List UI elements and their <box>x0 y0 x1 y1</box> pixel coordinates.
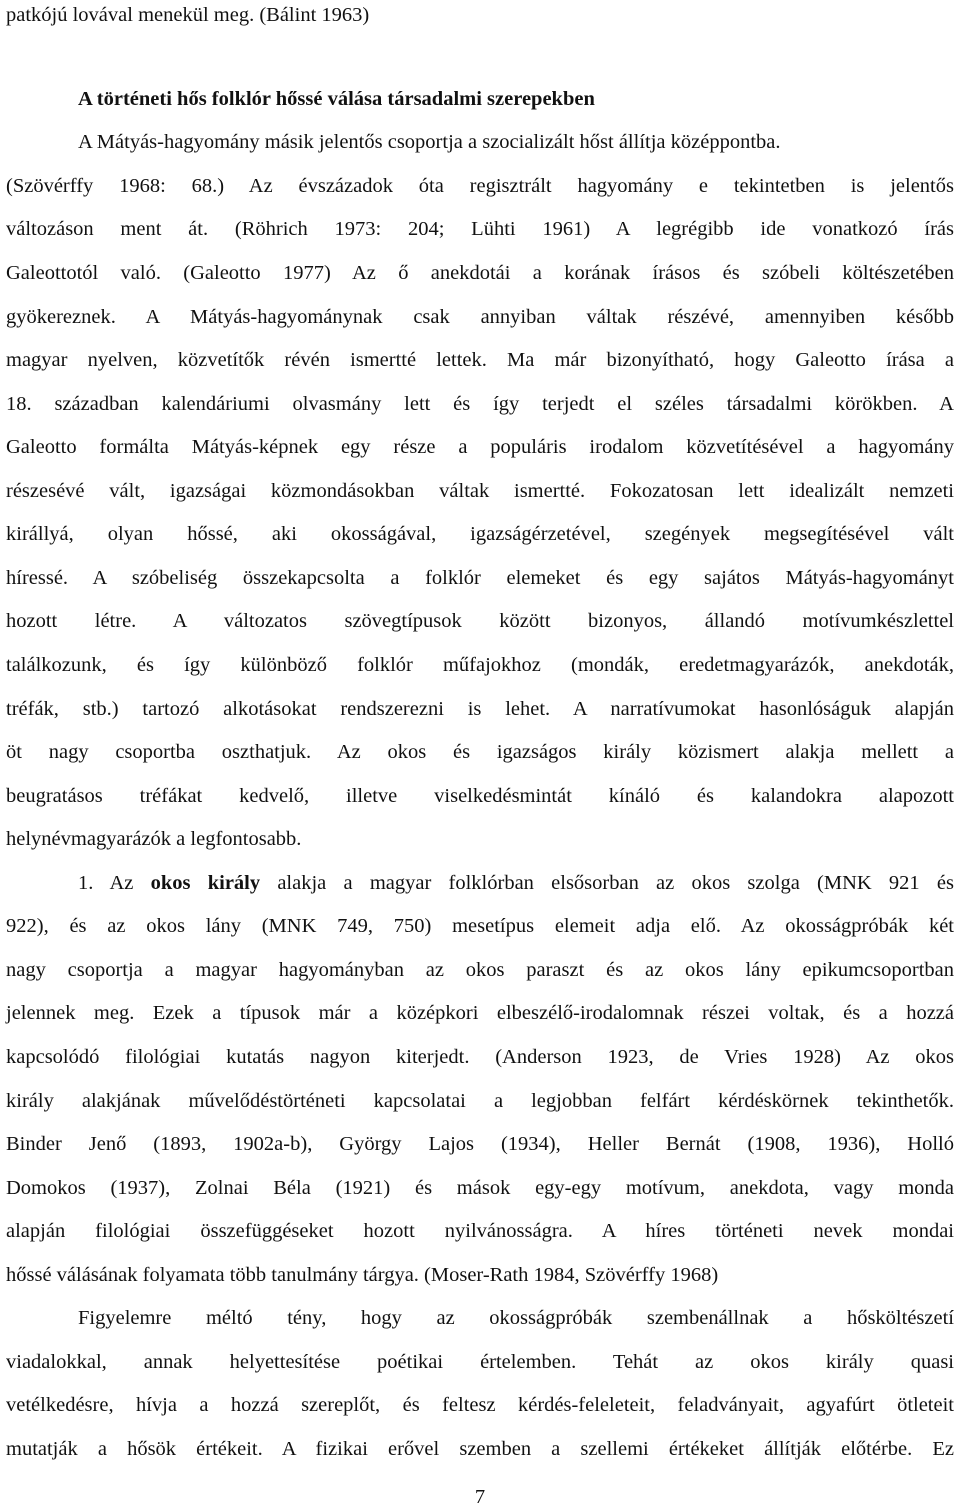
text-line: kapcsolódó filológiai kutatás nagyon kiterjedt. (Anderson 1923, de Vries 1928) Az okos <box>6 1046 954 1068</box>
text-line: Domokos (1937), Zolnai Béla (1921) és mások egy-egy motívum, anekdota, vagy monda <box>6 1177 954 1199</box>
text-line: királlyá, olyan hőssé, aki okosságával, igazságérzetével, szegények megsegítésével vált <box>6 523 954 545</box>
text-line: gyökereznek. A Mátyás-hagyománynak csak annyiban váltak részévé, amennyiben később <box>6 306 954 328</box>
text-line: Figyelemre méltó tény, hogy az okosságpróbák szembenállnak a hősköltészetí <box>78 1307 954 1329</box>
text-line: öt nagy csoportba oszthatjuk. Az okos és igazságos király közismert alakja mellett a <box>6 741 954 763</box>
text-line: viadalokkal, annak helyettesítése poétikai értelemben. Tehát az okos király quasi <box>6 1351 954 1373</box>
text-line: patkójú lovával menekül meg. (Bálint 1963) <box>6 4 370 26</box>
text-line: részesévé vált, igazságai közmondásokban váltak ismertté. Fokozatosan lett idealizált nemzeti <box>6 480 954 502</box>
text-line: jelennek meg. Ezek a típusok már a középkori elbeszélő-irodalomnak részei voltak, és a hozzá <box>6 1002 954 1024</box>
text-line: tréfák, stb.) tartozó alkotásokat rendszerezni is lehet. A narratívumokat hasonlóságuk alapján <box>6 698 954 720</box>
text-line: Galeottotól való. (Galeotto 1977) Az ő anekdotái a korának írásos és szóbeli költészetében <box>6 262 954 284</box>
text-line: 18. században kalendáriumi olvasmány lett és így terjedt el széles társadalmi körökben. A <box>6 393 954 415</box>
text-line: hőssé válásának folyamata több tanulmány tárgya. (Moser-Rath 1984, Szövérffy 1968) <box>6 1264 719 1286</box>
text-line: beugratásos tréfákat kedvelő, illetve viselkedésmintát kínáló és kalandokra alapozott <box>6 785 954 807</box>
text-line: Binder Jenő (1893, 1902a-b), György Lajos (1934), Heller Bernát (1908, 1936), Holló <box>6 1133 954 1155</box>
section-heading: A történeti hős folklór hőssé válása társadalmi szerepekben <box>78 88 595 110</box>
list-item-1 <box>78 868 954 898</box>
text-line: vetélkedésre, hívja a hozzá szereplőt, és feltesz kérdés-feleleteit, feladványait, agyafúrt ötleteit <box>6 1394 954 1416</box>
text-line: 922), és az okos lány (MNK 749, 750) mesetípus elemeit adja elő. Az okosságpróbák két <box>6 915 954 937</box>
text-line: (Szövérffy 1968: 68.) Az évszázadok óta regisztrált hagyomány e tekintetben is jelentős <box>6 175 954 197</box>
text-line: híressé. A szóbeliség összekapcsolta a folklór elemeket és egy sajátos Mátyás-hagyományt <box>6 567 954 589</box>
list-item-text: alakja a magyar folklórban elsősorban az okos szolga (MNK 921 és <box>260 872 954 894</box>
text-line: király alakjának művelődéstörténeti kapcsolatai a legjobban felfárt kérdéskörnek tekinthetők. <box>6 1090 954 1112</box>
text-line: hozott létre. A változatos szövegtípusok között bizonyos, állandó motívumkészlettel <box>6 610 954 632</box>
text-line: Galeotto formálta Mátyás-képnek egy része a populáris irodalom közvetítésével a hagyomány <box>6 436 954 458</box>
text-line: magyar nyelven, közvetítők révén ismertté lettek. Ma már bizonyítható, hogy Galeotto írása a <box>6 349 954 371</box>
text-line: változáson ment át. (Röhrich 1973: 204; Lühti 1961) A legrégibb ide vonatkozó írás <box>6 218 954 240</box>
text-line: alapján filológiai összefüggéseket hozott nyilvánosságra. A híres történeti nevek mondai <box>6 1220 954 1242</box>
text-line: helynévmagyarázók a legfontosabb. <box>6 828 302 850</box>
text-line: találkozunk, és így különböző folklór műfajokhoz (mondák, eredetmagyarázók, anekdoták, <box>6 654 954 676</box>
list-item-prefix: 1. Az <box>78 872 151 894</box>
list-item-bold-term: okos király <box>150 872 261 894</box>
page-number: 7 <box>474 1486 486 1508</box>
text-line: mutatják a hősök értékeit. A fizikai erővel szemben a szellemi értékeket állítják előtérbe. Ez <box>6 1438 954 1460</box>
text-line: nagy csoportja a magyar hagyományban az okos paraszt és az okos lány epikumcsoportban <box>6 959 954 981</box>
text-line: A Mátyás-hagyomány másik jelentős csoportja a szocializált hőst állítja középpontba. <box>78 131 781 153</box>
